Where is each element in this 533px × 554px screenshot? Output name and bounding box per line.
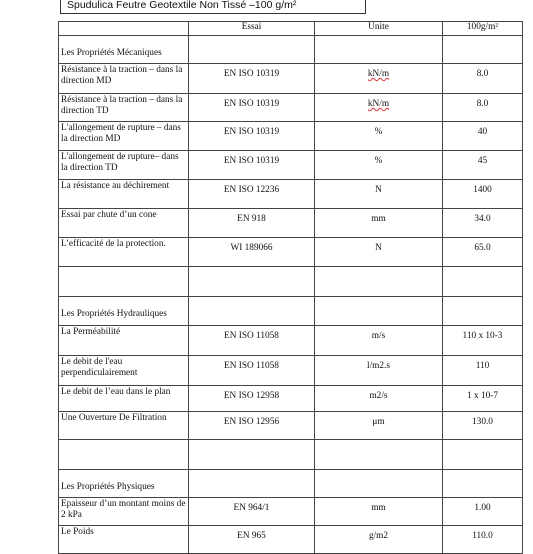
value-cell xyxy=(443,412,523,440)
value-cell xyxy=(443,122,523,151)
table-row xyxy=(59,412,523,440)
unite-cell xyxy=(315,238,443,267)
essai-cell xyxy=(189,326,315,356)
property-cell: Les Propriétés Mécaniques xyxy=(59,36,189,64)
essai-cell-text: EN ISO 12236 xyxy=(223,185,280,195)
unite-cell-text: N xyxy=(375,185,382,195)
unite-cell xyxy=(315,297,443,326)
essai-cell xyxy=(189,356,315,386)
property-cell: Les Propriétés Physiques xyxy=(59,470,189,498)
essai-cell-text: EN ISO 12958 xyxy=(223,391,280,401)
value-cell xyxy=(443,36,523,64)
blank-row xyxy=(59,267,523,297)
unite-cell-text: l/m2.s xyxy=(367,361,390,371)
property-cell xyxy=(59,440,189,470)
essai-cell xyxy=(189,122,315,151)
unite-cell xyxy=(315,326,443,356)
header-cell-value: 100g/m² xyxy=(443,22,523,36)
unite-cell xyxy=(315,440,443,470)
unite-cell xyxy=(315,64,443,94)
value-cell-text: 45 xyxy=(477,156,488,166)
essai-cell xyxy=(189,526,315,554)
value-cell xyxy=(443,180,523,209)
essai-cell-text: EN ISO 10319 xyxy=(223,156,280,166)
value-cell xyxy=(443,326,523,356)
essai-cell-text: EN ISO 11058 xyxy=(224,361,279,371)
unite-cell-text: mm xyxy=(371,214,386,224)
value-cell xyxy=(443,356,523,386)
unite-cell-text: kN/m xyxy=(367,99,390,109)
value-cell-text: 1 x 10-7 xyxy=(467,391,498,401)
property-cell: La Perméabilité xyxy=(59,326,189,356)
table-row xyxy=(59,386,523,412)
table-row xyxy=(59,180,523,209)
essai-cell xyxy=(189,297,315,326)
value-cell xyxy=(443,64,523,94)
property-cell: Les Propriétés Hydrauliques xyxy=(59,297,189,326)
value-cell-text: 1400 xyxy=(473,185,492,195)
value-cell xyxy=(443,297,523,326)
value-cell-text: 1.00 xyxy=(474,503,491,513)
essai-cell-text: EN 965 xyxy=(237,531,266,541)
value-cell-text: 40 xyxy=(477,127,488,137)
unite-cell-text: N xyxy=(375,243,382,253)
table-row xyxy=(59,151,523,180)
unite-cell-text: μm xyxy=(372,417,385,427)
unite-cell xyxy=(315,122,443,151)
value-cell xyxy=(443,94,523,122)
essai-cell xyxy=(189,386,315,412)
essai-cell xyxy=(189,238,315,267)
unite-cell-text: mm xyxy=(371,503,386,513)
essai-cell xyxy=(189,151,315,180)
unite-cell-text: % xyxy=(374,156,383,166)
essai-cell-text: WI 189066 xyxy=(230,243,273,253)
essai-cell xyxy=(189,412,315,440)
value-cell-text: 8.0 xyxy=(476,99,489,109)
property-cell: Le debit de l’eau dans le plan xyxy=(59,386,189,412)
property-cell: L'allongement de rupture– dans la direction TD xyxy=(59,151,189,180)
essai-cell-text: EN 918 xyxy=(237,214,266,224)
value-cell-text: 8.0 xyxy=(476,69,489,79)
property-cell: Le debit de l'eau perpendiculairement xyxy=(59,356,189,386)
essai-cell xyxy=(189,498,315,526)
unite-cell xyxy=(315,498,443,526)
value-cell-text: 110.0 xyxy=(472,531,493,541)
value-cell xyxy=(443,498,523,526)
unite-cell xyxy=(315,94,443,122)
property-cell: L'allongement de rupture – dans la direction MD xyxy=(59,122,189,151)
essai-cell-text: EN ISO 11058 xyxy=(224,331,279,341)
table-row xyxy=(59,326,523,356)
unite-cell xyxy=(315,36,443,64)
property-cell: Essai par chute d’un cone xyxy=(59,209,189,238)
unite-cell xyxy=(315,267,443,297)
unite-cell xyxy=(315,180,443,209)
value-cell-text: 34.0 xyxy=(474,214,491,224)
table-row xyxy=(59,64,523,94)
header-cell-property xyxy=(59,22,189,36)
unite-cell xyxy=(315,151,443,180)
value-cell xyxy=(443,470,523,498)
header-cell-unite: Unite xyxy=(315,22,443,36)
essai-cell xyxy=(189,267,315,297)
value-cell-text: 65.0 xyxy=(474,243,491,253)
table-row xyxy=(59,238,523,267)
value-cell xyxy=(443,440,523,470)
table-row xyxy=(59,94,523,122)
value-cell xyxy=(443,151,523,180)
property-cell: Le Poids xyxy=(59,526,189,554)
unite-cell-text: % xyxy=(374,127,383,137)
table-row xyxy=(59,498,523,526)
value-cell xyxy=(443,526,523,554)
document-title: Spudulica Feutre Geotextile Non Tissé –100 g/m² xyxy=(67,0,297,11)
property-cell: Une Ouverture De Filtration xyxy=(59,412,189,440)
essai-cell-text: EN ISO 10319 xyxy=(223,99,280,109)
table-row xyxy=(59,122,523,151)
property-cell xyxy=(59,267,189,297)
blank-row xyxy=(59,440,523,470)
essai-cell xyxy=(189,470,315,498)
essai-cell xyxy=(189,64,315,94)
value-cell-text: 110 x 10-3 xyxy=(462,331,503,341)
essai-cell xyxy=(189,440,315,470)
essai-cell xyxy=(189,94,315,122)
unite-cell-text: kN/m xyxy=(367,69,390,79)
property-cell: La résistance au déchirement xyxy=(59,180,189,209)
value-cell xyxy=(443,238,523,267)
unite-cell xyxy=(315,356,443,386)
essai-cell-text: EN 964/1 xyxy=(233,503,270,513)
essai-cell xyxy=(189,209,315,238)
essai-cell-text: EN ISO 10319 xyxy=(223,127,280,137)
value-cell-text: 130.0 xyxy=(472,417,493,427)
unite-cell-text: m/s xyxy=(371,331,386,341)
value-cell-text: 110 xyxy=(475,361,490,371)
specifications-table xyxy=(58,21,523,554)
document-title-box xyxy=(60,0,366,14)
property-cell: Résistance à la traction – dans la direction TD xyxy=(59,94,189,122)
unite-cell xyxy=(315,470,443,498)
property-cell: L’efficacité de la protection. xyxy=(59,238,189,267)
table-row xyxy=(59,356,523,386)
essai-cell xyxy=(189,180,315,209)
value-cell xyxy=(443,386,523,412)
unite-cell xyxy=(315,412,443,440)
unite-cell xyxy=(315,526,443,554)
section-header-row xyxy=(59,470,523,498)
table-row xyxy=(59,526,523,554)
unite-cell-text: g/m2 xyxy=(368,531,389,541)
section-header-row xyxy=(59,297,523,326)
property-cell: Epaisseur d’un montant moins de 2 kPa xyxy=(59,498,189,526)
table-header-row xyxy=(59,22,523,36)
essai-cell-text: EN ISO 10319 xyxy=(223,69,280,79)
unite-cell-text: m2/s xyxy=(369,391,388,401)
section-header-row xyxy=(59,36,523,64)
table-row xyxy=(59,209,523,238)
value-cell xyxy=(443,267,523,297)
property-cell: Résistance à la traction – dans la direction MD xyxy=(59,64,189,94)
value-cell xyxy=(443,209,523,238)
essai-cell-text: EN ISO 12956 xyxy=(223,417,280,427)
unite-cell xyxy=(315,386,443,412)
header-cell-essai: Essai xyxy=(189,22,315,36)
essai-cell xyxy=(189,36,315,64)
unite-cell xyxy=(315,209,443,238)
